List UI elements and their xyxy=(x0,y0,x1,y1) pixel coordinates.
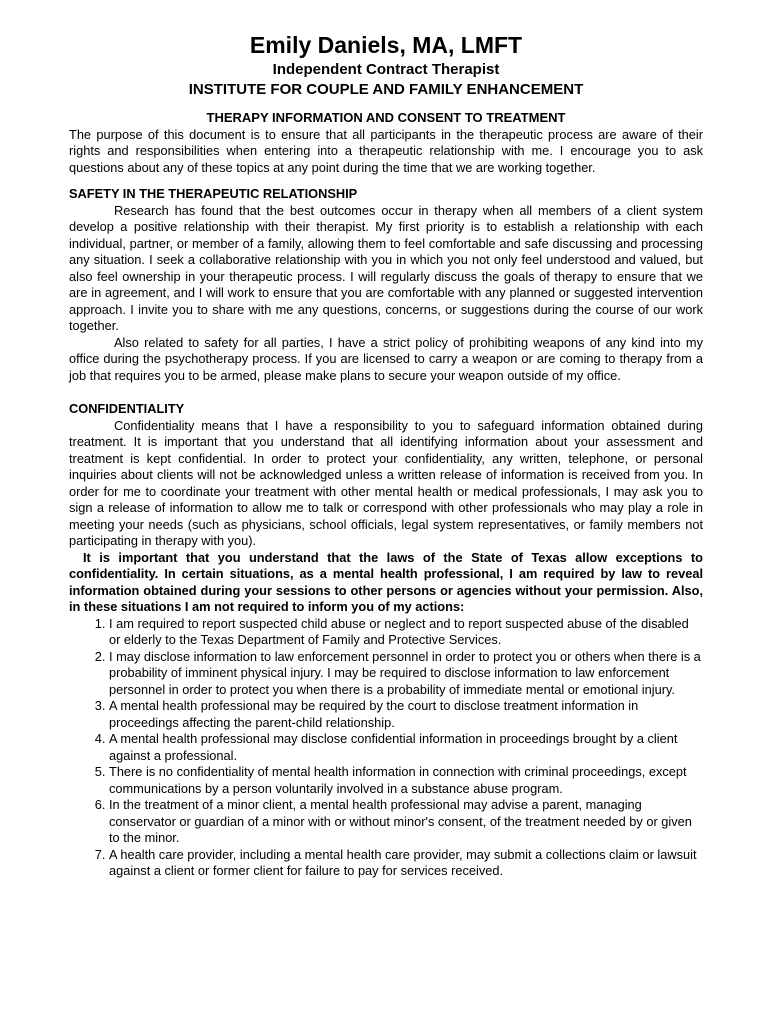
list-item: 5. There is no confidentiality of mental health information in connection with criminal proceedings, except communications by a person voluntarily involved in a substance abuse program. xyxy=(109,764,703,797)
list-item: 2. I may disclose information to law enforcement personnel in order to protect you or others when there is a probability of imminent physical injury. I may be required to disclose information to law enforcement personnel in order to protect you when there is a probability of immediate mental or emotional injury. xyxy=(109,649,703,699)
therapist-name: Emily Daniels, MA, LMFT xyxy=(249,32,523,58)
confidentiality-paragraph-2: It is important that you understand that the laws of the State of Texas allow exceptions to confidentiality. In certain situations, as a mental health professional, I am required by law to reveal information obtained during your sessions to other persons or agencies without your permission. Also, in these situations I am not required to inform you of my actions: xyxy=(69,549,703,614)
exceptions-list xyxy=(69,616,703,880)
list-item: 3. A mental health professional may be required by the court to disclose treatment information in proceedings affecting the parent-child relationship. xyxy=(109,698,703,731)
list-item: 4. A mental health professional may disclose confidential information in proceedings brought by a client against a professional. xyxy=(109,731,703,764)
document-title: THERAPY INFORMATION AND CONSENT TO TREATMENT xyxy=(206,110,566,125)
institute-name: INSTITUTE FOR COUPLE AND FAMILY ENHANCEMENT xyxy=(188,81,584,98)
safety-heading: SAFETY IN THE THERAPEUTIC RELATIONSHIP xyxy=(69,186,358,201)
list-item: 6. In the treatment of a minor client, a mental health professional may advise a parent, managing conservator or guardian of a minor with or without minor's consent, of the treatment needed by or given to the minor. xyxy=(109,797,703,847)
list-item: 7. A health care provider, including a mental health care provider, may submit a collections claim or lawsuit against a client or former client for failure to pay for services received. xyxy=(109,847,703,880)
safety-paragraph-1: Research has found that the best outcomes occur in therapy when all members of a client system develop a positive relationship with their therapist. My first priority is to establish a relationship with each individual, partner, or member of a family, allowing them to feel comfortable and safe discussing and processing any situation. I seek a collaborative relationship with you in which you not only feel understood and valued, but also feel ownership in your therapeutic process. I will regularly discuss the goals of therapy to ensure that we are in agreement, and I will work to ensure that you are comfortable with any planned or suggested intervention approach. I invite you to share with me any questions, concerns, or suggestions during the course of our work together. xyxy=(69,202,703,333)
therapist-role: Independent Contract Therapist xyxy=(272,61,500,78)
document-page xyxy=(69,30,703,880)
confidentiality-paragraph-1: Confidentiality means that I have a responsibility to you to safeguard information obtained during treatment. It is important that you understand that all identifying information about your assessment and treatment is kept confidential. In order to protect your confidentiality, any written, telephone, or personal inquiries about clients will not be acknowledged unless a written release of information is received from you. In order for me to coordinate your treatment with other mental health or medical professionals, I may ask you to sign a release of information to allow me to talk or correspond with other professionals who may play a role in meeting your needs (such as physicians, school officials, legal system representatives, or family members not participating in therapy with you). xyxy=(69,417,703,548)
intro-paragraph: The purpose of this document is to ensure that all participants in the therapeutic process are aware of their rights and responsibilities when entering into a therapeutic relationship with me. I encourage you to ask questions about any of these topics at any point during the time that we are working together. xyxy=(69,126,703,175)
safety-paragraph-2: Also related to safety for all parties, I have a strict policy of prohibiting weapons of any kind into my office during the psychotherapy process. If you are licensed to carry a weapon or are coming to therapy from a job that requires you to be armed, please make plans to secure your weapon outside of my office. xyxy=(69,334,703,383)
confidentiality-heading: CONFIDENTIALITY xyxy=(69,401,185,416)
list-item: 1. I am required to report suspected child abuse or neglect and to report suspected abuse of the disabled or elderly to the Texas Department of Family and Protective Services. xyxy=(109,616,703,649)
